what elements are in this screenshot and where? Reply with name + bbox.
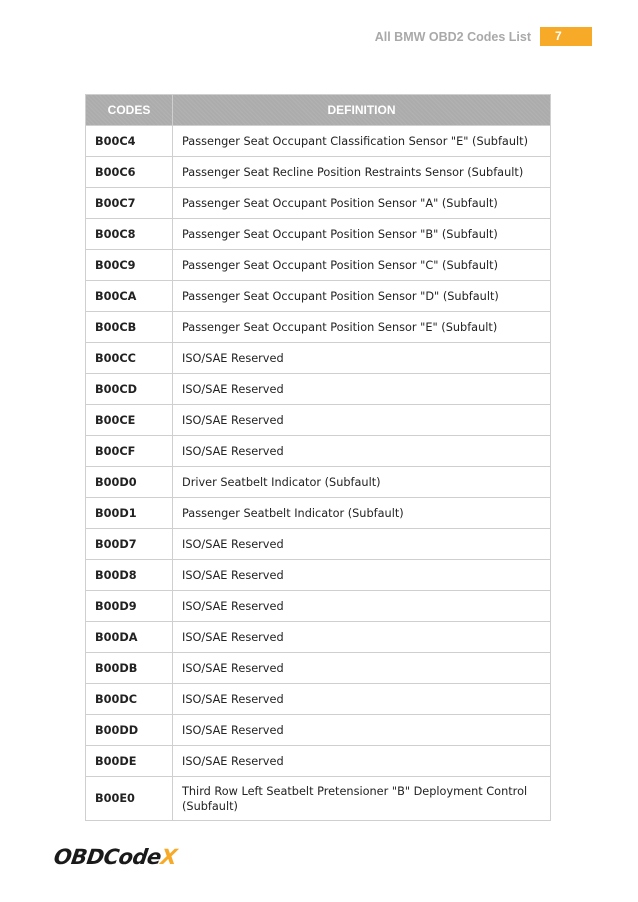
definition-cell: Passenger Seat Occupant Classification Sensor "E" (Subfault) (173, 126, 551, 157)
code-cell: B00DE (86, 746, 173, 777)
code-cell: B00C4 (86, 126, 173, 157)
column-header-codes: CODES (86, 95, 173, 126)
definition-cell: Passenger Seat Occupant Position Sensor "C" (Subfault) (173, 250, 551, 281)
definition-cell: Passenger Seat Occupant Position Sensor "D" (Subfault) (173, 281, 551, 312)
code-cell: B00CB (86, 312, 173, 343)
code-cell: B00DB (86, 653, 173, 684)
logo-text: OBDCode (52, 845, 163, 869)
definition-cell: Passenger Seat Occupant Position Sensor "A" (Subfault) (173, 188, 551, 219)
definition-cell: ISO/SAE Reserved (173, 560, 551, 591)
table-row (86, 777, 551, 821)
definition-cell: ISO/SAE Reserved (173, 684, 551, 715)
code-cell: B00D8 (86, 560, 173, 591)
definition-cell: ISO/SAE Reserved (173, 746, 551, 777)
table-row (86, 250, 551, 281)
definition-cell: ISO/SAE Reserved (173, 622, 551, 653)
code-cell: B00C6 (86, 157, 173, 188)
code-cell: B00D9 (86, 591, 173, 622)
codes-table (85, 94, 551, 821)
code-cell: B00DC (86, 684, 173, 715)
document-title: All BMW OBD2 Codes List (374, 29, 531, 44)
table-row (86, 560, 551, 591)
definition-cell: ISO/SAE Reserved (173, 529, 551, 560)
obdcodex-logo (52, 842, 179, 872)
definition-cell: ISO/SAE Reserved (173, 436, 551, 467)
table-row (86, 498, 551, 529)
code-cell: B00D7 (86, 529, 173, 560)
table-row (86, 312, 551, 343)
definition-cell: ISO/SAE Reserved (173, 343, 551, 374)
definition-cell: Passenger Seatbelt Indicator (Subfault) (173, 498, 551, 529)
table-row (86, 219, 551, 250)
table-row (86, 405, 551, 436)
table-row (86, 436, 551, 467)
code-cell: B00CC (86, 343, 173, 374)
definition-cell: ISO/SAE Reserved (173, 374, 551, 405)
page-header (375, 27, 592, 46)
table-row (86, 188, 551, 219)
table-row (86, 467, 551, 498)
code-cell: B00DA (86, 622, 173, 653)
table-row (86, 281, 551, 312)
definition-cell: Passenger Seat Occupant Position Sensor "B" (Subfault) (173, 219, 551, 250)
page-number-badge: 7 (540, 27, 592, 46)
code-cell: B00C7 (86, 188, 173, 219)
table-row (86, 622, 551, 653)
definition-cell: ISO/SAE Reserved (173, 405, 551, 436)
definition-cell: Passenger Seat Occupant Position Sensor "E" (Subfault) (173, 312, 551, 343)
table-row (86, 343, 551, 374)
code-cell: B00CF (86, 436, 173, 467)
code-cell: B00CD (86, 374, 173, 405)
table-row (86, 591, 551, 622)
table-row (86, 374, 551, 405)
definition-cell: ISO/SAE Reserved (173, 653, 551, 684)
table-header-row (86, 95, 551, 126)
table-row (86, 746, 551, 777)
code-cell: B00D1 (86, 498, 173, 529)
table-row (86, 684, 551, 715)
code-cell: B00C9 (86, 250, 173, 281)
code-cell: B00CA (86, 281, 173, 312)
table-row (86, 126, 551, 157)
code-cell: B00DD (86, 715, 173, 746)
code-cell: B00C8 (86, 219, 173, 250)
definition-cell: ISO/SAE Reserved (173, 591, 551, 622)
table-row (86, 715, 551, 746)
code-cell: B00E0 (86, 777, 173, 821)
definition-cell: Driver Seatbelt Indicator (Subfault) (173, 467, 551, 498)
definition-cell: ISO/SAE Reserved (173, 715, 551, 746)
definition-cell: Third Row Left Seatbelt Pretensioner "B" Deployment Control (Subfault) (173, 777, 551, 821)
definition-cell: Passenger Seat Recline Position Restraints Sensor (Subfault) (173, 157, 551, 188)
code-cell: B00CE (86, 405, 173, 436)
logo-accent-letter: X (159, 845, 179, 869)
table-row (86, 653, 551, 684)
column-header-definition: DEFINITION (173, 95, 551, 126)
table-row (86, 157, 551, 188)
table-row (86, 529, 551, 560)
code-cell: B00D0 (86, 467, 173, 498)
